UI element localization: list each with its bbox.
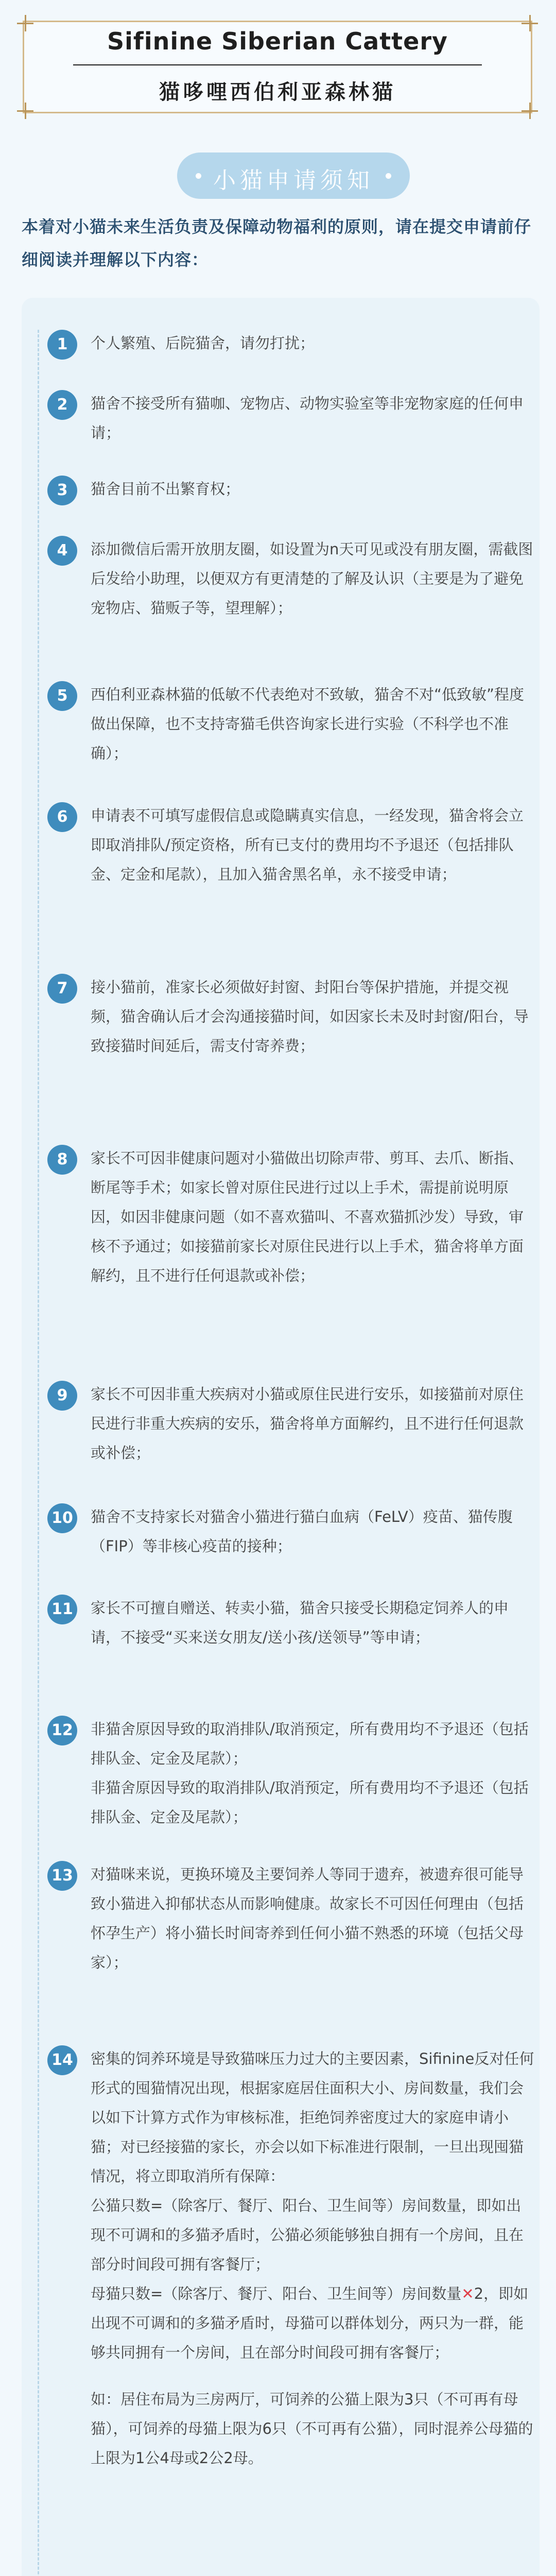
number-badge: 4 xyxy=(47,536,77,566)
cattery-subtitle: 猫哆哩西伯利亚森林猫 xyxy=(159,80,396,104)
number-badge: 3 xyxy=(47,476,77,505)
number-badge: 5 xyxy=(47,681,77,711)
number-badge: 8 xyxy=(47,1145,77,1175)
rule-text: 家长不可擅自赠送、转卖小猫，猫舍只接受长期稳定饲养人的申请，不接受“买来送女朋友/送小孩/送领导”等申请； xyxy=(91,1599,509,1646)
number-badge: 12 xyxy=(47,1716,77,1745)
rule-text: 家长不可因非重大疾病对小猫或原住民进行安乐，如接猫前对原住民进行非重大疾病的安乐，猫舍将单方面解约，且不进行任何退款或补偿； xyxy=(91,1385,524,1462)
number-badge: 7 xyxy=(47,974,77,1004)
number-badge: 6 xyxy=(47,802,77,832)
number-badge: 2 xyxy=(47,390,77,420)
number-badge: 10 xyxy=(47,1503,77,1533)
intro-text: 本着对小猫未来生活负责及保障动物福利的原则，请在提交申请前仔细阅读并理解以下内容： xyxy=(22,217,532,269)
rule-text: 猫舍不支持家长对猫舍小猫进行猫白血病（FeLV）疫苗、猫传腹（FIP）等非核心疫苗的接种； xyxy=(91,1508,513,1555)
rule-text: 家长不可因非健康问题对小猫做出切除声带、剪耳、去爪、断指、断尾等手术；如家长曾对原住民进行过以上手术，需提前说明原因，如因非健康问题（如不喜欢猫叫、不喜欢猫抓沙发）导致，审核不予通过；如接猫前家长对原住民进行以上手术，猫舍将单方面解约，且不进行任何退款或补偿； xyxy=(91,1149,524,1284)
number-badge: 1 xyxy=(47,330,77,360)
rule-text: 个人繁殖、后院猫舍，请勿打扰； xyxy=(91,334,315,352)
number-badge: 13 xyxy=(47,1861,77,1891)
rule-text: 非猫舍原因导致的取消排队/取消预定，所有费用均不予退还（包括排队金、定金及尾款）； 非猫舍原因导致的取消排队/取消预定，所有费用均不予退还（包括排队金、定金及尾款）； xyxy=(91,1720,529,1826)
rule-text: 对猫咪来说，更换环境及主要饲养人等同于遗弃，被遗弃很可能导致小猫进入抑郁状态从而影响健康。故家长不可因任何理由（包括怀孕生产）将小猫长时间寄养到任何小猫不熟悉的环境（包括父母家）； xyxy=(91,1866,524,1971)
number-badge: 9 xyxy=(47,1381,77,1411)
header-divider xyxy=(73,64,482,65)
rule-text: 申请表不可填写虚假信息或隐瞒真实信息，一经发现，猫舍将会立即取消排队/预定资格，所有已支付的费用均不予退还（包括排队金、定金和尾款），且加入猫舍黑名单，永不接受申请； xyxy=(91,807,524,883)
timeline-dash-line xyxy=(38,330,39,2576)
rule-text: 西伯利亚森林猫的低敏不代表绝对不致敏，猫舍不对“低致敏”程度做出保障，也不支持寄猫毛供咨询家长进行实验（不科学也不准确）； xyxy=(91,686,525,762)
section-title-pill xyxy=(177,152,410,199)
rule-text: 密集的饲养环境是导致猫咪压力过大的主要因素，Sifinine反对任何形式的囤猫情况出现，根据家庭居住面积大小、房间数量，我们会以如下计算方式作为审核标准，拒绝饲养密度过大的家庭申请小猫；对已经接猫的家长，亦会以如下标准进行限制，一旦出现囤猫情况，将立即取消所有保障： 公猫只数=（除客厅、餐厅、阳台、卫生间等）房间数量，即如出现不可调和的多猫矛盾时，公猫必须能够独自拥有一个房间，且在部分时间段可拥有客餐厅； 母猫只数=（除客厅、餐厅、阳台、卫生间等）房间数量✕2，即如出现不可调和的多猫矛盾时，母猫可以群体划分，两只为一群，能够共同拥有一个房间，且在部分时间段可拥有客餐厅； 如：居住布局为三房两厅，可饲养的公猫上限为3只（不可再有母猫），可饲养的母猫上限为6只（不可再有公猫），同时混养公母猫的上限为1公4母或2公2母。 xyxy=(91,2050,534,2467)
rule-text: 猫舍不接受所有猫咖、宠物店、动物实验室等非宠物家庭的任何申请； xyxy=(91,395,524,442)
section-title: 小猫申请须知 xyxy=(213,167,374,194)
number-badge: 14 xyxy=(47,2045,77,2075)
cross-mark-icon: ✕ xyxy=(461,2285,474,2302)
rule-text: 猫舍目前不出繁育权； xyxy=(91,480,240,498)
cattery-title: Sifinine Siberian Cattery xyxy=(107,27,448,55)
number-badge: 11 xyxy=(47,1595,77,1624)
rule-text: 接小猫前，准家长必须做好封窗、封阳台等保护措施，并提交视频，猫舍确认后才会沟通接猫时间，如因家长未及时封窗/阳台，导致接猫时间延后，需支付寄养费； xyxy=(91,978,529,1055)
header-frame xyxy=(23,21,532,113)
rule-text: 添加微信后需开放朋友圈，如设置为n天可见或没有朋友圈，需截图后发给小助理，以便双方有更清楚的了解及认识（主要是为了避免宠物店、猫贩子等，望理解）； xyxy=(91,540,533,617)
